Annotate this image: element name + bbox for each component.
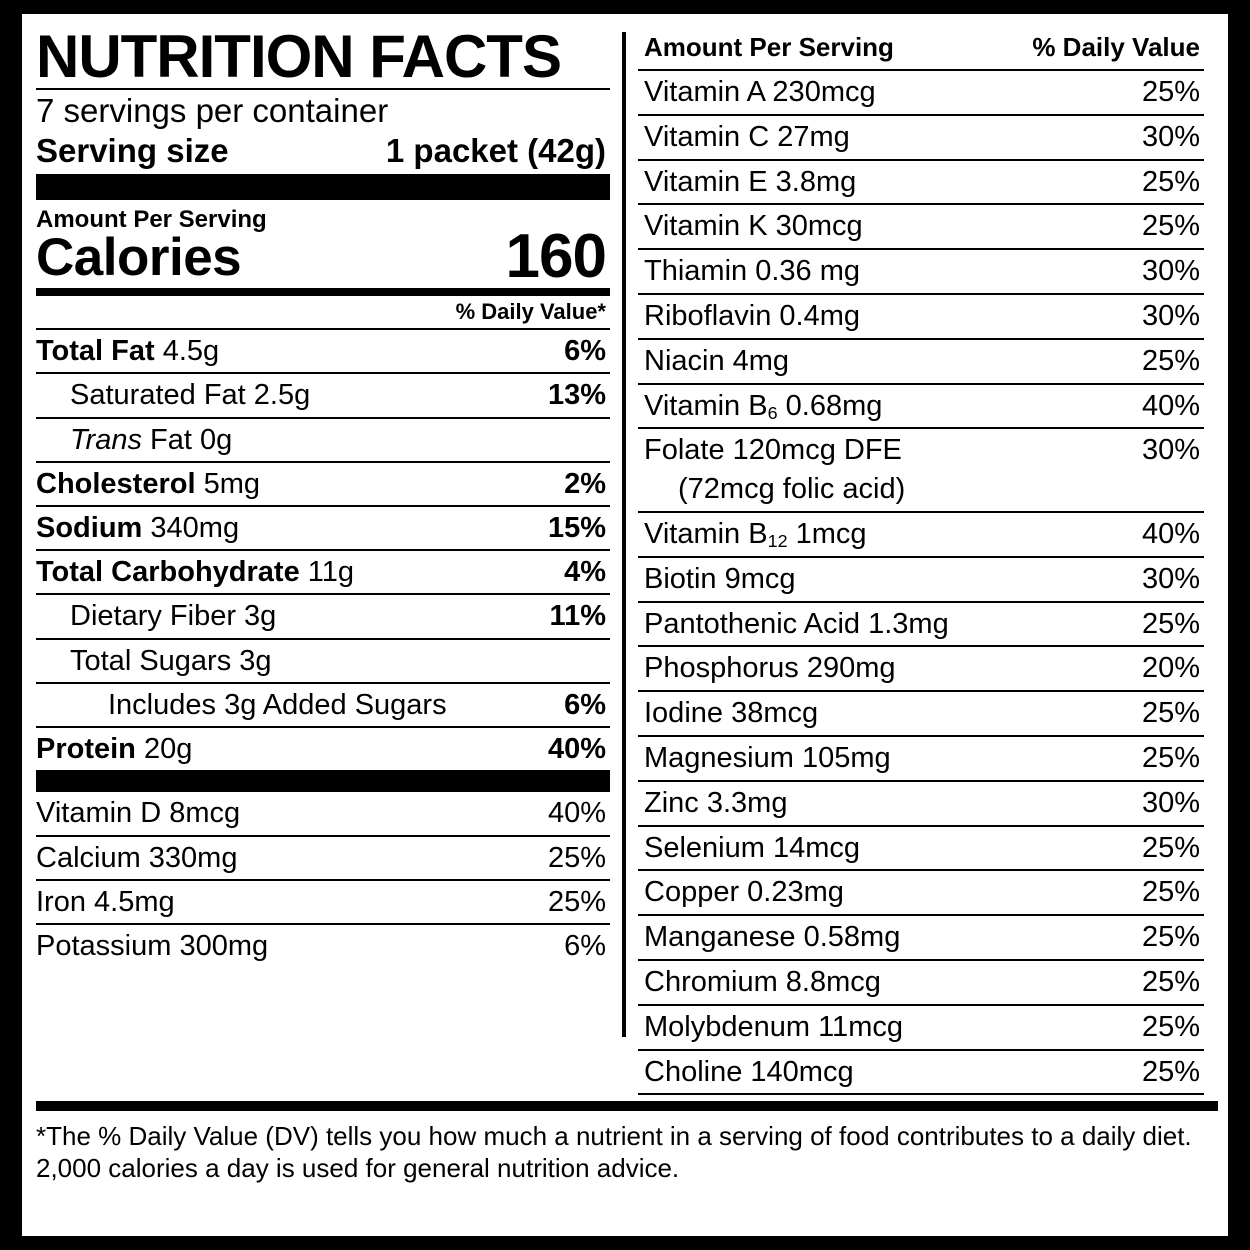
vitamin-name: Vitamin D 8mcg — [36, 797, 241, 830]
vitamin-daily-value: 25% — [1141, 921, 1200, 954]
vitamin-name: Vitamin A 230mcg — [644, 76, 876, 108]
calories-value: 160 — [505, 222, 606, 292]
vitamin-name: Chromium 8.8mcg — [644, 965, 881, 998]
calories-label: Calories — [36, 228, 242, 288]
vitamin-daily-value: 40% — [547, 797, 606, 830]
vitamin-name: Calcium 330mg — [36, 841, 238, 874]
vitamin-name: Folate 120mcg DFE — [644, 434, 902, 467]
nutrient-amount: 2.5g — [245, 379, 311, 412]
column-divider — [622, 32, 626, 1037]
vitamin-daily-value: 25% — [1141, 607, 1200, 640]
nutrient-daily-value: 40% — [547, 733, 606, 766]
vitamin-row — [638, 248, 1204, 293]
nutrient-daily-value: 15% — [547, 512, 606, 544]
nutrient-name: Includes 3g Added Sugars — [108, 688, 447, 721]
vitamin-name: Zinc 3.3mg — [644, 786, 788, 819]
vitamin-daily-value: 30% — [1141, 299, 1200, 332]
vitamin-daily-value: 25% — [1141, 344, 1200, 377]
right-daily-value-label: % Daily Value — [1032, 32, 1200, 62]
nutrient-name: Sodium 340mg — [36, 512, 240, 544]
vitamin-daily-value: 30% — [1141, 120, 1200, 153]
serving-size-label: Serving size — [36, 131, 229, 169]
nutrient-name: Total Fat 4.5g — [36, 335, 220, 368]
right-column-header — [638, 32, 1204, 69]
vitamin-name: Copper 0.23mg — [644, 876, 844, 909]
vitamin-name: Vitamin E 3.8mg — [644, 165, 857, 198]
nutrient-row — [36, 461, 610, 505]
vitamin-row — [638, 159, 1204, 204]
vitamin-row — [638, 203, 1204, 248]
vitamin-name: Vitamin $B_{12}$ 1mcg — [644, 517, 867, 552]
nutrient-name: Total Carbohydrate 11g — [36, 556, 355, 589]
vitamin-row — [36, 790, 610, 834]
vitamin-name: Selenium 14mcg — [644, 831, 860, 864]
vitamin-row — [638, 601, 1204, 646]
vitamin-daily-value: 40% — [1141, 517, 1200, 550]
vitamin-row — [638, 338, 1204, 383]
vitamin-name: Iron 4.5mg — [36, 885, 175, 918]
label-columns — [22, 14, 1228, 1095]
vitamin-row — [36, 835, 610, 879]
vitamin-list-right — [638, 69, 1204, 1095]
serving-size-value: 1 packet (42g) — [385, 131, 606, 169]
vitamin-row — [638, 1004, 1204, 1049]
vitamin-row — [638, 69, 1204, 114]
vitamin-name: Riboflavin 0.4mg — [644, 299, 860, 332]
nutrient-name: Saturated Fat 2.5g — [70, 379, 311, 412]
vitamin-row — [638, 383, 1204, 428]
daily-value-header: % Daily Value* — [455, 299, 606, 325]
calories-row — [36, 222, 610, 292]
vitamin-name: Vitamin K 30mcg — [644, 210, 863, 243]
vitamin-name: Pantothenic Acid 1.3mg — [644, 607, 949, 640]
nutrient-name: Dietary Fiber 3g — [70, 600, 277, 633]
vitamin-note: (72mcg folic acid) — [678, 473, 906, 506]
nutrient-daily-value: 13% — [547, 379, 606, 412]
nutrient-row — [36, 372, 610, 416]
vitamin-row — [638, 511, 1204, 556]
nutrient-list — [36, 328, 610, 770]
vitamin-row — [36, 879, 610, 923]
vitamin-daily-value: 6% — [564, 929, 606, 962]
nutrient-row — [36, 593, 610, 637]
vitamin-list-left — [36, 790, 610, 967]
vitamin-row — [638, 427, 1204, 472]
left-column — [22, 14, 610, 967]
vitamin-daily-value: 25% — [1141, 965, 1200, 998]
divider-above-footnote — [36, 1101, 1218, 1111]
vitamin-daily-value: 20% — [1141, 652, 1200, 685]
serving-size-row — [36, 131, 610, 175]
nutrient-name: Cholesterol 5mg — [36, 467, 261, 500]
vitamin-daily-value: 25% — [1141, 1055, 1200, 1088]
vitamin-name: Thiamin 0.36 mg — [644, 255, 860, 288]
nutrient-daily-value: 6% — [564, 688, 606, 721]
vitamin-row — [638, 1049, 1204, 1096]
nutrient-row — [36, 682, 610, 726]
vitamin-daily-value: 25% — [1141, 1010, 1200, 1043]
page-title: NUTRITION FACTS — [36, 23, 561, 90]
nutrient-daily-value: 11% — [549, 600, 606, 633]
nutrition-facts-label — [22, 14, 1228, 1236]
vitamin-daily-value: 25% — [1141, 76, 1200, 108]
nutrient-amount: 4.5g — [154, 335, 220, 368]
vitamin-row — [638, 780, 1204, 825]
servings-per-container: 7 servings per container — [36, 91, 389, 129]
vitamin-row — [638, 293, 1204, 338]
nutrient-row — [36, 549, 610, 593]
nutrient-amount: 11g — [299, 556, 355, 589]
vitamin-row — [638, 645, 1204, 690]
vitamin-row — [36, 923, 610, 967]
vitamin-row — [638, 959, 1204, 1004]
vitamin-name: Choline 140mcg — [644, 1055, 854, 1088]
nutrient-name: Trans Fat 0g — [70, 423, 233, 456]
vitamin-daily-value: 25% — [1141, 831, 1200, 864]
vitamin-name: Iodine 38mcg — [644, 697, 819, 730]
vitamin-daily-value: 30% — [1141, 562, 1200, 595]
vitamin-name: Niacin 4mg — [644, 344, 790, 377]
vitamin-daily-value: 25% — [1141, 165, 1200, 198]
vitamin-row — [638, 735, 1204, 780]
vitamin-daily-value: 30% — [1141, 255, 1200, 288]
vitamin-daily-value: 25% — [1141, 876, 1200, 909]
vitamin-daily-value: 40% — [1141, 389, 1200, 422]
amount-per-serving-label: Amount Per Serving — [36, 206, 267, 234]
nutrient-amount: 3g — [236, 600, 277, 633]
right-column — [638, 14, 1214, 1095]
vitamin-daily-value: 25% — [1141, 741, 1200, 774]
footnote-text: *The % Daily Value (DV) tells you how much a nutrient in a serving of food contributes to a daily diet. 2,000 calories a day is used for general nutrition advice. — [36, 1121, 1192, 1184]
nutrient-amount: Fat 0g — [141, 423, 233, 456]
nutrient-amount: 3g — [231, 644, 272, 677]
vitamin-row — [638, 556, 1204, 601]
nutrient-row — [36, 726, 610, 770]
nutrient-row — [36, 328, 610, 372]
vitamin-daily-value: 30% — [1141, 434, 1200, 467]
vitamin-daily-value: 25% — [547, 841, 606, 874]
nutrient-row — [36, 505, 610, 549]
vitamin-row — [638, 869, 1204, 914]
vitamin-daily-value: 25% — [1141, 210, 1200, 243]
nutrient-row — [36, 638, 610, 682]
vitamin-row — [638, 825, 1204, 870]
nutrient-daily-value: 4% — [564, 556, 606, 589]
vitamin-name: Manganese 0.58mg — [644, 921, 901, 954]
nutrient-name: Protein 20g — [36, 733, 193, 766]
nutrient-daily-value: 2% — [564, 467, 606, 500]
vitamin-name: Phosphorus 290mg — [644, 652, 896, 685]
divider-thick-top — [36, 174, 610, 200]
right-amount-per-serving-label: Amount Per Serving — [644, 32, 894, 62]
nutrient-amount: 5mg — [195, 467, 261, 500]
vitamin-row — [638, 114, 1204, 159]
vitamin-name: Molybdenum 11mcg — [644, 1010, 903, 1043]
vitamin-name: Vitamin C 27mg — [644, 120, 850, 153]
nutrient-name: Total Sugars 3g — [70, 644, 272, 677]
vitamin-row — [638, 690, 1204, 735]
nutrient-row — [36, 417, 610, 461]
nutrient-daily-value: 6% — [564, 335, 606, 368]
vitamin-daily-value: 25% — [1141, 697, 1200, 730]
vitamin-name: Vitamin $B_6$ 0.68mg — [644, 389, 883, 424]
vitamin-name: Potassium 300mg — [36, 929, 269, 962]
vitamin-name: Biotin 9mcg — [644, 562, 796, 595]
vitamin-name: Magnesium 105mg — [644, 741, 891, 774]
vitamin-daily-value: 25% — [547, 885, 606, 918]
nutrient-amount: 340mg — [142, 512, 240, 544]
vitamin-daily-value: 30% — [1141, 786, 1200, 819]
nutrient-amount: 20g — [135, 733, 193, 766]
divider-bar-under-protein — [36, 770, 610, 790]
vitamin-row — [638, 914, 1204, 959]
